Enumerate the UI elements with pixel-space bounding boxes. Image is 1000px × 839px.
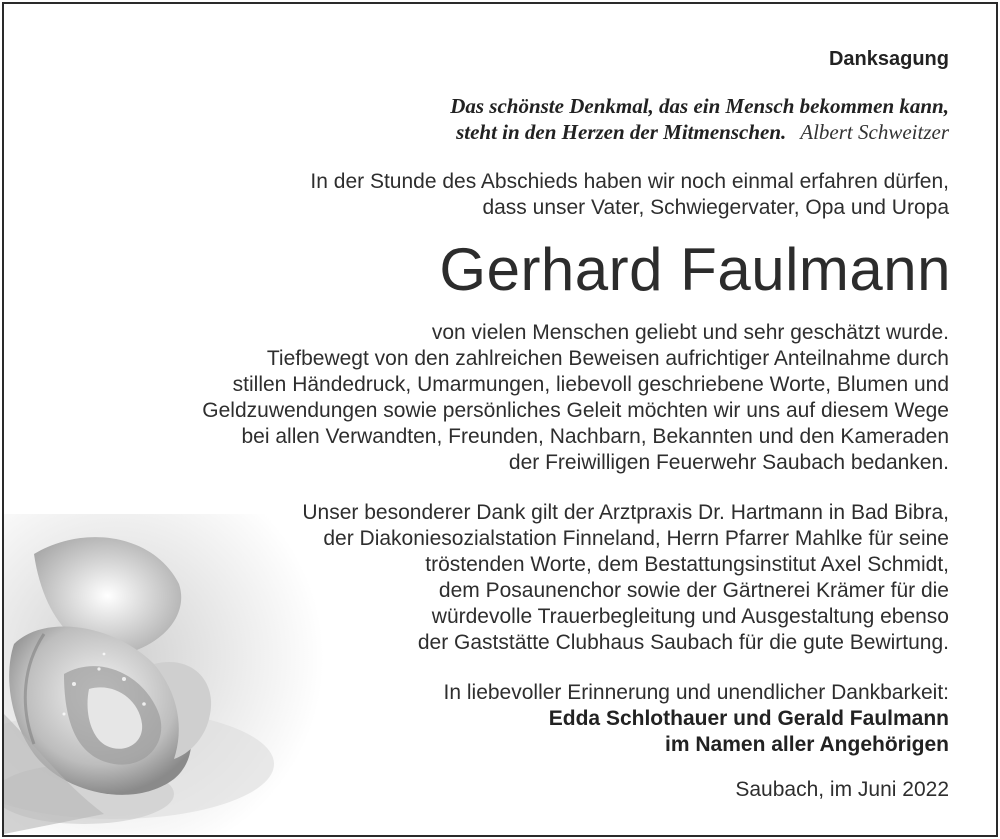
text-line: tröstenden Worte, dem Bestattungsinstitut Axel Schmidt, (425, 553, 949, 576)
text-line: der Gaststätte Clubhaus Saubach für die gute Bewirtung. (417, 631, 949, 654)
quote-block (249, 93, 949, 145)
intro-text (129, 169, 949, 221)
notice-heading: Danksagung (828, 48, 949, 70)
text-line: Unser besonderer Dank gilt der Arztpraxis Dr. Hartmann in Bad Bibra, (302, 501, 949, 524)
quote-line: steht in den Herzen der Mitmenschen. (456, 120, 787, 144)
signatory-relation: im Namen aller Angehörigen (665, 733, 949, 756)
deceased-name: Gerhard Faulmann (439, 236, 951, 303)
thanks-paragraph (89, 320, 949, 476)
text-line: Geldzuwendungen sowie persönliches Geleit möchten wir uns auf diesem Wege (202, 399, 949, 422)
place-date: Saubach, im Juni 2022 (735, 778, 949, 801)
special-thanks-paragraph (89, 500, 949, 656)
obituary-notice (2, 2, 998, 837)
text-line: dass unser Vater, Schwiegervater, Opa und Uropa (482, 196, 949, 219)
text-line: der Diakoniesozialstation Finneland, Herrn Pfarrer Mahlke für seine (323, 527, 949, 550)
quote-line: Das schönste Denkmal, das ein Mensch bekommen kann, (450, 94, 949, 118)
quote-author: Albert Schweitzer (800, 120, 949, 144)
text-line: stillen Händedruck, Umarmungen, liebevoll geschriebene Worte, Blumen und (232, 373, 949, 396)
text-line: von vielen Menschen geliebt und sehr geschätzt wurde. (431, 321, 949, 344)
signatory-names: Edda Schlothauer und Gerald Faulmann (548, 707, 949, 730)
text-line: der Freiwilligen Feuerwehr Saubach bedanken. (508, 451, 949, 474)
text-line: bei allen Verwandten, Freunden, Nachbarn, Bekannten und den Kameraden (241, 425, 949, 448)
closing-text: In liebevoller Erinnerung und unendlicher Dankbarkeit: (443, 681, 949, 704)
closing-block (89, 680, 949, 758)
text-line: dem Posaunenchor sowie der Gärtnerei Krämer für die (438, 579, 949, 602)
text-line: würdevolle Trauerbegleitung und Ausgestaltung ebenso (431, 605, 949, 628)
text-line: In der Stunde des Abschieds haben wir noch einmal erfahren dürfen, (310, 170, 949, 193)
text-line: Tiefbewegt von den zahlreichen Beweisen aufrichtiger Anteilnahme durch (266, 347, 949, 370)
